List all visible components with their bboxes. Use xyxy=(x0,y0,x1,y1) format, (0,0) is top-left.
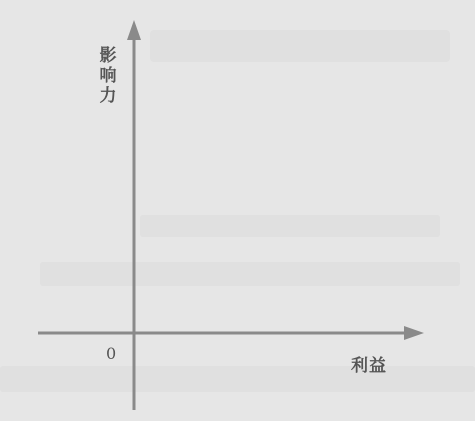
y-axis-label xyxy=(98,46,118,106)
y-axis-label-char: 影 xyxy=(99,46,117,66)
x-axis-label: 利益 xyxy=(351,356,387,376)
y-axis-label-char: 力 xyxy=(99,86,117,106)
y-axis-label-char: 响 xyxy=(99,66,117,86)
x-axis-arrowhead xyxy=(404,326,424,340)
background-texture xyxy=(0,30,475,392)
origin-label: 0 xyxy=(106,344,117,363)
y-axis-arrowhead xyxy=(127,20,141,40)
